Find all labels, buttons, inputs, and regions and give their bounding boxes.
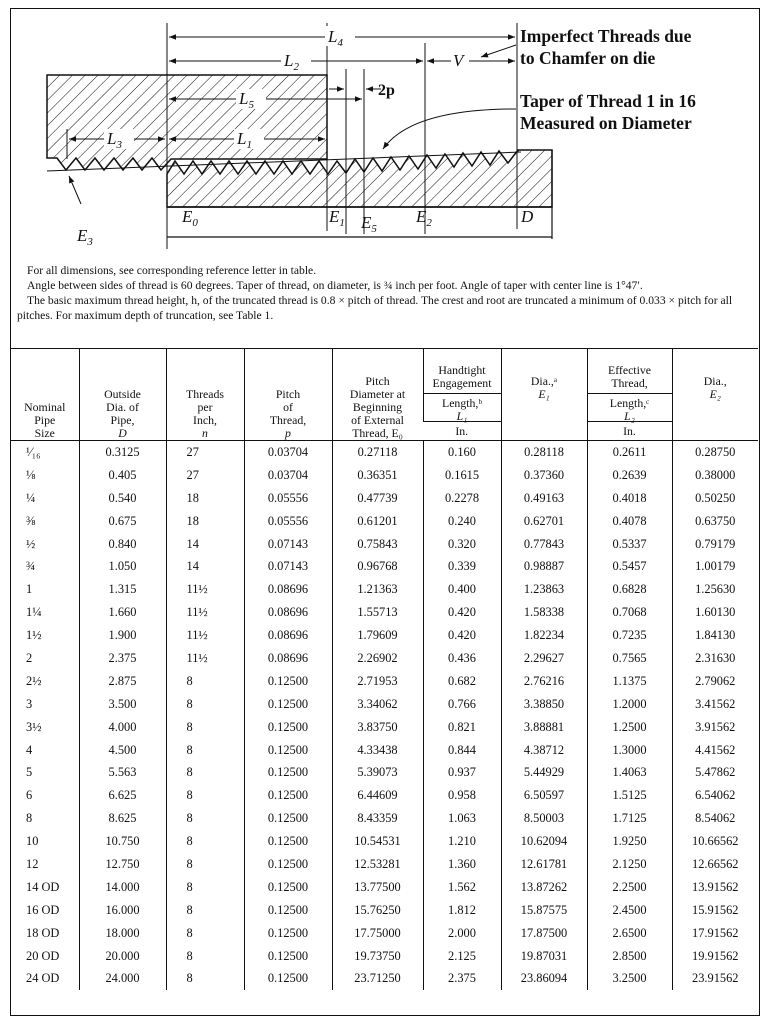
cell-dia-e1: 2.76216 (501, 670, 587, 693)
cell-pitch-diameter-e0: 23.71250 (332, 967, 423, 990)
table-body (11, 441, 758, 991)
cell-length-l1: 0.821 (423, 716, 501, 739)
cell-dia-e2: 0.79179 (672, 533, 758, 556)
label-2p: 2p (378, 82, 395, 99)
cell-length-l1: 0.937 (423, 761, 501, 784)
cell-length-l2: 2.6500 (587, 922, 672, 945)
header-nominal-size: Nominal Pipe Size (11, 349, 79, 441)
cell-pitch-diameter-e0: 10.54531 (332, 830, 423, 853)
label-e0: $E_0$ (182, 207, 198, 229)
cell-pitch: 0.03704 (244, 441, 332, 464)
cell-pitch: 0.12500 (244, 876, 332, 899)
label-l1 (234, 129, 264, 151)
cell-dia-e1: 0.37360 (501, 464, 587, 487)
cell-dia-e2: 3.41562 (672, 693, 758, 716)
cell-dia-e1: 0.49163 (501, 487, 587, 510)
table-row (11, 967, 758, 990)
table-row (11, 670, 758, 693)
table-row (11, 555, 758, 578)
cell-dia-e1: 1.82234 (501, 624, 587, 647)
cell-dia-e1: 12.61781 (501, 853, 587, 876)
cell-pitch: 0.08696 (244, 601, 332, 624)
cell-length-l2: 0.2639 (587, 464, 672, 487)
cell-threads-per-inch: 11½ (166, 647, 244, 670)
cell-dia-e1: 0.98887 (501, 555, 587, 578)
cell-nominal-size: 12 (26, 856, 39, 871)
table-row (11, 716, 758, 739)
cell-threads-per-inch: 8 (166, 853, 244, 876)
cell-outside-dia: 4.000 (79, 716, 166, 739)
cell-nominal-size: ¹⁄₁₆ (26, 444, 41, 459)
cell-pitch-diameter-e0: 15.76250 (332, 899, 423, 922)
header-handtight-engagement: Handtight Engagement Length,ᵇ L₁ (423, 349, 501, 422)
cell-dia-e2: 13.91562 (672, 876, 758, 899)
cell-dia-e1: 23.86094 (501, 967, 587, 990)
cell-dia-e1: 17.87500 (501, 922, 587, 945)
cell-pitch: 0.12500 (244, 899, 332, 922)
cell-threads-per-inch: 14 (166, 555, 244, 578)
cell-length-l1: 0.682 (423, 670, 501, 693)
cell-pitch: 0.07143 (244, 533, 332, 556)
cell-outside-dia: 2.375 (79, 647, 166, 670)
note-dimensions: For all dimensions, see corresponding reference letter in table. (27, 264, 317, 277)
cell-dia-e1: 8.50003 (501, 807, 587, 830)
cell-pitch: 0.05556 (244, 487, 332, 510)
cell-length-l1: 0.420 (423, 601, 501, 624)
table-row (11, 807, 758, 830)
cell-pitch-diameter-e0: 12.53281 (332, 853, 423, 876)
cell-nominal-size: 1¼ (26, 605, 42, 620)
table-row (11, 464, 758, 487)
cell-threads-per-inch: 8 (166, 693, 244, 716)
cell-length-l2: 0.7068 (587, 601, 672, 624)
label-l4 (325, 26, 355, 49)
svg-text:V: V (453, 51, 464, 70)
cell-nominal-size: ⅜ (26, 513, 36, 528)
cell-pitch: 0.03704 (244, 464, 332, 487)
cell-length-l2: 0.7565 (587, 647, 672, 670)
cell-pitch: 0.12500 (244, 693, 332, 716)
cell-outside-dia: 0.540 (79, 487, 166, 510)
cell-dia-e2: 5.47862 (672, 761, 758, 784)
cell-dia-e2: 8.54062 (672, 807, 758, 830)
cell-dia-e2: 1.84130 (672, 624, 758, 647)
cell-nominal-size: 2½ (26, 673, 42, 688)
thread-diagram (11, 9, 760, 264)
cell-threads-per-inch: 8 (166, 899, 244, 922)
cell-pitch-diameter-e0: 4.33438 (332, 739, 423, 762)
cell-outside-dia: 6.625 (79, 784, 166, 807)
header-dia-e1: Dia.,ᵃ E₁ (501, 349, 587, 441)
cell-pitch-diameter-e0: 17.75000 (332, 922, 423, 945)
cell-length-l2: 2.4500 (587, 899, 672, 922)
cell-outside-dia: 18.000 (79, 922, 166, 945)
cell-nominal-size: ¾ (26, 559, 36, 574)
cell-nominal-size: 18 OD (26, 925, 60, 940)
table-row (11, 578, 758, 601)
cell-length-l1: 2.375 (423, 967, 501, 990)
cell-dia-e1: 0.28118 (501, 441, 587, 464)
cell-dia-e1: 5.44929 (501, 761, 587, 784)
cell-pitch-diameter-e0: 3.34062 (332, 693, 423, 716)
cell-length-l1: 0.958 (423, 784, 501, 807)
cell-length-l2: 1.2500 (587, 716, 672, 739)
cell-length-l2: 2.8500 (587, 945, 672, 968)
cell-dia-e1: 0.62701 (501, 510, 587, 533)
cell-pitch-diameter-e0: 13.77500 (332, 876, 423, 899)
table-row (11, 876, 758, 899)
cell-pitch: 0.12500 (244, 922, 332, 945)
cell-length-l1: 0.766 (423, 693, 501, 716)
cell-dia-e2: 12.66562 (672, 853, 758, 876)
cell-pitch-diameter-e0: 2.71953 (332, 670, 423, 693)
header-outside-dia: Outside Dia. of Pipe, D (79, 349, 166, 441)
note-angle: Angle between sides of thread is 60 degrees. Taper of thread, on diameter, is ¾ inch per foot. Angle of taper with center line is 1°47′. (27, 279, 643, 292)
cell-length-l2: 1.7125 (587, 807, 672, 830)
cell-nominal-size: 16 OD (26, 902, 60, 917)
cell-dia-e1: 19.87031 (501, 945, 587, 968)
cell-nominal-size: ¼ (26, 490, 36, 505)
table-row (11, 945, 758, 968)
cell-pitch-diameter-e0: 6.44609 (332, 784, 423, 807)
label-l2 (281, 51, 311, 73)
cell-pitch: 0.12500 (244, 761, 332, 784)
cell-pitch: 0.05556 (244, 510, 332, 533)
cell-length-l1: 0.1615 (423, 464, 501, 487)
cell-dia-e2: 6.54062 (672, 784, 758, 807)
cell-length-l2: 1.9250 (587, 830, 672, 853)
header-effective-thread: Effective Thread, Length,ᶜ L₂ (587, 349, 672, 422)
table-row (11, 441, 758, 464)
cell-nominal-size: ½ (26, 536, 36, 551)
table-row (11, 510, 758, 533)
cell-length-l2: 0.7235 (587, 624, 672, 647)
cell-length-l2: 2.1250 (587, 853, 672, 876)
label-d: D (521, 207, 534, 226)
cell-dia-e1: 6.50597 (501, 784, 587, 807)
cell-outside-dia: 2.875 (79, 670, 166, 693)
cell-length-l1: 1.562 (423, 876, 501, 899)
cell-pitch: 0.12500 (244, 716, 332, 739)
label-e1: $E_1$ (329, 207, 345, 229)
cell-nominal-size: 4 (26, 742, 33, 757)
cell-length-l2: 1.3000 (587, 739, 672, 762)
cell-outside-dia: 12.750 (79, 853, 166, 876)
cell-dia-e1: 13.87262 (501, 876, 587, 899)
cell-length-l2: 0.6828 (587, 578, 672, 601)
thread-dimensions-table (11, 348, 758, 990)
table-row (11, 830, 758, 853)
cell-length-l2: 1.5125 (587, 784, 672, 807)
label-l5 (236, 89, 266, 111)
cell-dia-e1: 1.23863 (501, 578, 587, 601)
cell-length-l2: 3.2500 (587, 967, 672, 990)
cell-dia-e2: 2.79062 (672, 670, 758, 693)
cell-threads-per-inch: 8 (166, 922, 244, 945)
cell-outside-dia: 10.750 (79, 830, 166, 853)
note-imperfect-threads: Imperfect Threads due to Chamfer on die (520, 26, 692, 68)
cell-threads-per-inch: 8 (166, 876, 244, 899)
cell-threads-per-inch: 8 (166, 784, 244, 807)
cell-dia-e2: 1.60130 (672, 601, 758, 624)
cell-length-l2: 0.4078 (587, 510, 672, 533)
cell-dia-e1: 15.87575 (501, 899, 587, 922)
cell-length-l2: 1.2000 (587, 693, 672, 716)
cell-length-l2: 2.2500 (587, 876, 672, 899)
cell-length-l1: 0.240 (423, 510, 501, 533)
cell-nominal-size: 24 OD (26, 971, 60, 986)
cell-outside-dia: 4.500 (79, 739, 166, 762)
cell-outside-dia: 5.563 (79, 761, 166, 784)
cell-threads-per-inch: 18 (166, 510, 244, 533)
cell-dia-e1: 3.38850 (501, 693, 587, 716)
cell-pitch-diameter-e0: 0.27118 (332, 441, 423, 464)
cell-pitch: 0.12500 (244, 670, 332, 693)
table-row (11, 601, 758, 624)
svg-text:L3: $L_3$ (107, 129, 122, 151)
cell-pitch-diameter-e0: 0.36351 (332, 464, 423, 487)
cell-dia-e2: 3.91562 (672, 716, 758, 739)
label-e3: $E_3$ (77, 226, 93, 248)
cell-length-l1: 0.2278 (423, 487, 501, 510)
cell-outside-dia: 3.500 (79, 693, 166, 716)
cell-outside-dia: 0.405 (79, 464, 166, 487)
cell-dia-e2: 19.91562 (672, 945, 758, 968)
cell-threads-per-inch: 8 (166, 830, 244, 853)
label-e5: $E_5$ (361, 213, 377, 235)
cell-pitch: 0.12500 (244, 830, 332, 853)
svg-text:L1: $L_1$ (237, 129, 252, 151)
cell-dia-e2: 1.25630 (672, 578, 758, 601)
header-l1-units: In. (423, 422, 501, 441)
cell-nominal-size: 8 (26, 811, 33, 826)
cell-length-l2: 0.5457 (587, 555, 672, 578)
table-row (11, 487, 758, 510)
cell-length-l1: 2.125 (423, 945, 501, 968)
cell-dia-e2: 17.91562 (672, 922, 758, 945)
cell-dia-e2: 0.50250 (672, 487, 758, 510)
cell-length-l1: 1.812 (423, 899, 501, 922)
cell-dia-e2: 4.41562 (672, 739, 758, 762)
header-dia-e2: Dia., E₂ (672, 349, 758, 441)
cell-pitch-diameter-e0: 1.55713 (332, 601, 423, 624)
table-row (11, 624, 758, 647)
header-l2-units: In. (587, 422, 672, 441)
cell-pitch: 0.08696 (244, 578, 332, 601)
table-row (11, 784, 758, 807)
document-frame (10, 8, 760, 1016)
cell-threads-per-inch: 8 (166, 945, 244, 968)
cell-outside-dia: 20.000 (79, 945, 166, 968)
cell-dia-e1: 1.58338 (501, 601, 587, 624)
cell-pitch-diameter-e0: 8.43359 (332, 807, 423, 830)
cell-pitch-diameter-e0: 0.61201 (332, 510, 423, 533)
cell-threads-per-inch: 8 (166, 716, 244, 739)
cell-threads-per-inch: 11½ (166, 578, 244, 601)
cell-dia-e2: 10.66562 (672, 830, 758, 853)
cell-length-l1: 0.844 (423, 739, 501, 762)
cell-pitch: 0.12500 (244, 853, 332, 876)
header-pitch: Pitch of Thread, p (244, 349, 332, 441)
table-row (11, 739, 758, 762)
cell-pitch: 0.07143 (244, 555, 332, 578)
cell-outside-dia: 1.050 (79, 555, 166, 578)
cell-threads-per-inch: 8 (166, 807, 244, 830)
cell-threads-per-inch: 11½ (166, 601, 244, 624)
table-row (11, 647, 758, 670)
cell-outside-dia: 0.675 (79, 510, 166, 533)
notes-block (17, 263, 755, 323)
cell-length-l1: 0.320 (423, 533, 501, 556)
cell-threads-per-inch: 27 (166, 464, 244, 487)
cell-nominal-size: 14 OD (26, 879, 60, 894)
cell-pitch-diameter-e0: 1.79609 (332, 624, 423, 647)
cell-nominal-size: 1 (26, 582, 33, 597)
cell-outside-dia: 24.000 (79, 967, 166, 990)
cell-threads-per-inch: 18 (166, 487, 244, 510)
cell-pitch: 0.08696 (244, 624, 332, 647)
cell-outside-dia: 1.900 (79, 624, 166, 647)
header-threads-per-inch: Threads per Inch, n (166, 349, 244, 441)
cell-dia-e1: 3.88881 (501, 716, 587, 739)
cell-nominal-size: 3 (26, 696, 33, 711)
cell-length-l1: 2.000 (423, 922, 501, 945)
cell-outside-dia: 16.000 (79, 899, 166, 922)
table-row (11, 761, 758, 784)
cell-threads-per-inch: 8 (166, 739, 244, 762)
cell-nominal-size: ⅛ (26, 467, 36, 482)
cell-outside-dia: 1.660 (79, 601, 166, 624)
cell-pitch-diameter-e0: 19.73750 (332, 945, 423, 968)
cell-outside-dia: 1.315 (79, 578, 166, 601)
cell-dia-e2: 1.00179 (672, 555, 758, 578)
cell-nominal-size: 20 OD (26, 948, 60, 963)
cell-outside-dia: 0.3125 (79, 441, 166, 464)
svg-text:L5: $L_5$ (239, 89, 254, 111)
cell-length-l2: 1.4063 (587, 761, 672, 784)
label-v (451, 51, 469, 71)
cell-threads-per-inch: 27 (166, 441, 244, 464)
cell-pitch-diameter-e0: 0.96768 (332, 555, 423, 578)
cell-dia-e2: 0.63750 (672, 510, 758, 533)
cell-length-l1: 1.360 (423, 853, 501, 876)
cell-pitch: 0.08696 (244, 647, 332, 670)
cell-pitch-diameter-e0: 2.26902 (332, 647, 423, 670)
cell-length-l2: 0.5337 (587, 533, 672, 556)
cell-dia-e2: 15.91562 (672, 899, 758, 922)
cell-pitch: 0.12500 (244, 784, 332, 807)
note-taper: Taper of Thread 1 in 16 Measured on Diameter (520, 91, 696, 133)
cell-dia-e2: 0.28750 (672, 441, 758, 464)
cell-pitch: 0.12500 (244, 945, 332, 968)
cell-length-l1: 0.339 (423, 555, 501, 578)
cell-nominal-size: 3½ (26, 719, 42, 734)
cell-pitch: 0.12500 (244, 739, 332, 762)
cell-pitch-diameter-e0: 1.21363 (332, 578, 423, 601)
cell-nominal-size: 10 (26, 834, 39, 849)
cell-length-l1: 1.063 (423, 807, 501, 830)
cell-dia-e1: 2.29627 (501, 647, 587, 670)
cell-length-l1: 0.436 (423, 647, 501, 670)
cell-pitch: 0.12500 (244, 967, 332, 990)
cell-nominal-size: 6 (26, 788, 33, 803)
cell-threads-per-inch: 8 (166, 761, 244, 784)
cell-length-l1: 0.400 (423, 578, 501, 601)
cell-pitch-diameter-e0: 0.75843 (332, 533, 423, 556)
cell-length-l1: 0.160 (423, 441, 501, 464)
cell-pitch: 0.12500 (244, 807, 332, 830)
cell-threads-per-inch: 11½ (166, 624, 244, 647)
cell-outside-dia: 0.840 (79, 533, 166, 556)
note-thread-height: The basic maximum thread height, h, of the truncated thread is 0.8 × pitch of thread. The crest and root are truncated a minimum of 0.033 × pitch for all pitches. For maximum depth of truncation, see Table 1. (17, 294, 733, 322)
table-row (11, 922, 758, 945)
cell-threads-per-inch: 8 (166, 967, 244, 990)
cell-pitch-diameter-e0: 3.83750 (332, 716, 423, 739)
cell-pitch-diameter-e0: 5.39073 (332, 761, 423, 784)
cell-dia-e2: 0.38000 (672, 464, 758, 487)
cell-nominal-size: 5 (26, 765, 33, 780)
cell-threads-per-inch: 8 (166, 670, 244, 693)
cell-length-l2: 1.1375 (587, 670, 672, 693)
fitting-body (47, 75, 327, 170)
cell-length-l1: 0.420 (423, 624, 501, 647)
table-row (11, 899, 758, 922)
cell-nominal-size: 1½ (26, 628, 42, 643)
table-row (11, 693, 758, 716)
cell-dia-e1: 0.77843 (501, 533, 587, 556)
cell-outside-dia: 14.000 (79, 876, 166, 899)
cell-dia-e1: 4.38712 (501, 739, 587, 762)
table-row (11, 533, 758, 556)
table-row (11, 853, 758, 876)
svg-text:L2: $L_2$ (284, 51, 299, 73)
cell-threads-per-inch: 14 (166, 533, 244, 556)
cell-length-l2: 0.2611 (587, 441, 672, 464)
cell-dia-e2: 23.91562 (672, 967, 758, 990)
svg-text:L4: $L_4$ (328, 27, 343, 49)
header-pitch-diameter: Pitch Diameter at Beginning of External Thread, E₀ (332, 349, 423, 441)
cell-dia-e2: 2.31630 (672, 647, 758, 670)
cell-outside-dia: 8.625 (79, 807, 166, 830)
cell-pitch-diameter-e0: 0.47739 (332, 487, 423, 510)
label-l3 (104, 129, 134, 151)
label-e2: $E_2$ (416, 207, 432, 229)
cell-nominal-size: 2 (26, 650, 33, 665)
cell-dia-e1: 10.62094 (501, 830, 587, 853)
cell-length-l2: 0.4018 (587, 487, 672, 510)
cell-length-l1: 1.210 (423, 830, 501, 853)
